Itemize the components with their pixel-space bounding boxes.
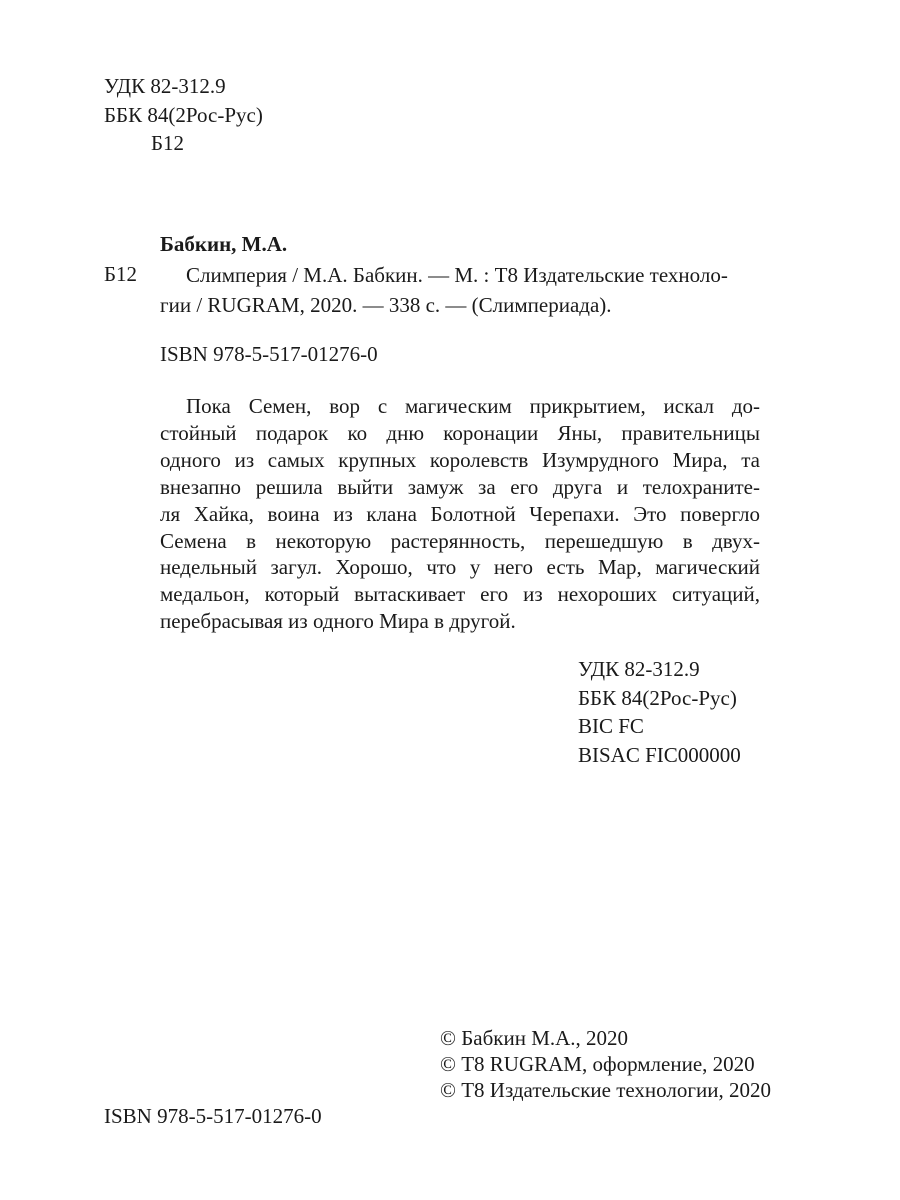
class-code-udk: УДК 82-312.9	[578, 657, 700, 681]
udk-code: УДК 82-312.9	[104, 74, 226, 98]
copyright-line: © Т8 Издательские технологии, 2020	[440, 1078, 771, 1102]
isbn-footer: ISBN 978-5-517-01276-0	[104, 1104, 322, 1128]
entry-author: Бабкин, М.А.	[160, 232, 288, 256]
copyright-line: © Бабкин М.А., 2020	[440, 1026, 629, 1050]
entry-author-mark: Б12	[104, 262, 138, 286]
annotation-line: одного из самых крупных королевств Изумрудного Мира, та	[160, 447, 760, 472]
annotation-paragraph	[160, 393, 760, 635]
copyright-line: © Т8 RUGRAM, оформление, 2020	[440, 1052, 755, 1076]
isbn-entry: ISBN 978-5-517-01276-0	[160, 342, 378, 366]
annotation-line: недельный загул. Хорошо, что у него есть Мар, магический	[160, 555, 760, 580]
annotation-line: перебрасывая из одного Мира в другой.	[160, 609, 516, 634]
top-classification-codes	[104, 72, 263, 158]
author-mark: Б12	[151, 131, 185, 155]
class-code-bic: BIC FC	[578, 714, 644, 738]
annotation-line: внезапно решила выйти замуж за его друга и телохраните-	[160, 474, 760, 499]
bbk-code: ББК 84(2Рос-Рус)	[104, 102, 263, 127]
annotation-line: медальон, который вытаскивает его из нехороших ситуаций,	[160, 582, 760, 607]
classification-codes-block	[578, 655, 741, 769]
annotation-line: ля Хайка, воина из клана Болотной Черепахи. Это повергло	[160, 501, 760, 526]
copyright-block	[440, 1025, 771, 1103]
annotation-line: Семена в некоторую растерянность, перешедшую в двух-	[160, 528, 760, 553]
biblio-line: Слимперия / М.А. Бабкин. — М. : Т8 Издательские техноло-	[186, 263, 728, 287]
class-code-bbk: ББК 84(2Рос-Рус)	[578, 685, 737, 710]
bibliographic-description	[160, 260, 760, 320]
annotation-line: стойный подарок ко дню коронации Яны, правительницы	[160, 420, 760, 445]
biblio-line: гии / RUGRAM, 2020. — 338 с. — (Слимпериада).	[160, 293, 612, 317]
annotation-line: Пока Семен, вор с магическим прикрытием, искал до-	[186, 394, 760, 418]
class-code-bisac: BISAC FIC000000	[578, 742, 741, 767]
